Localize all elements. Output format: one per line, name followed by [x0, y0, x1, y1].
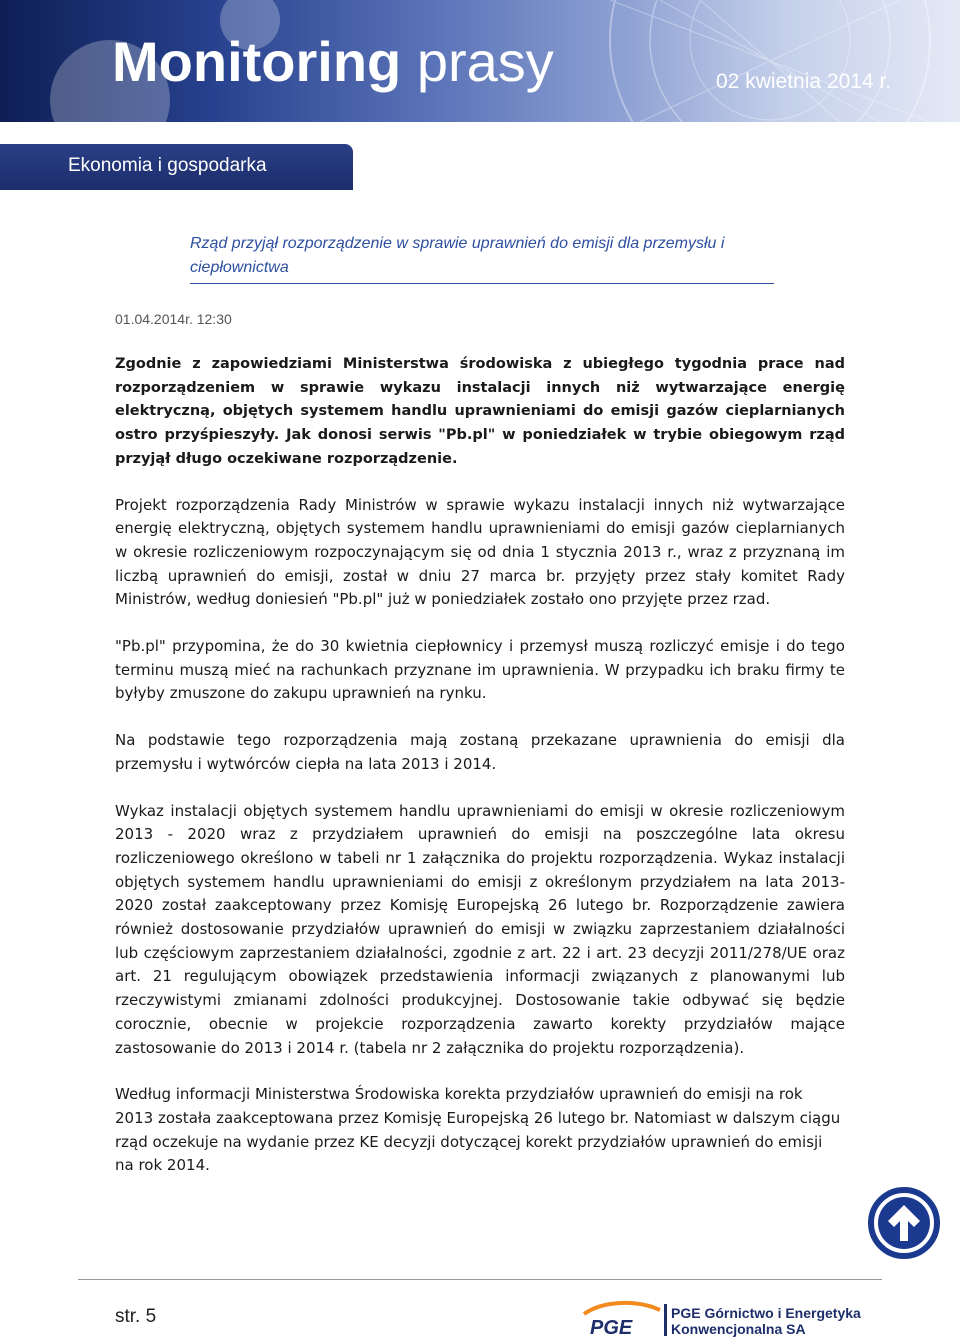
- logo-wordmark: PGE: [590, 1317, 633, 1338]
- article-paragraph: Projekt rozporządzenia Rady Ministrów w sprawie wykazu instalacji innych niż wytwarzające energię elektryczną, objętych systemem handlu uprawnieniami do emisji gazów cieplarnianych w okresie rozliczeniowym rozpoczynającym się od dnia 1 stycznia 2013 r., wraz z przyznaną im liczbą uprawnień do emisji, został w dniu 27 marca br. przyjęty przez stały komitet Rady Ministrów, według doniesień "Pb.pl" już w poniedziałek zostało ono przyjęte przez rzad.: [115, 495, 845, 609]
- page-number: str. 5: [115, 1306, 157, 1327]
- footer-divider: [78, 1279, 882, 1280]
- issue-date: 02 kwietnia 2014 r.: [716, 70, 892, 93]
- publication-title: Monitoring prasy: [112, 30, 554, 93]
- arrow-up-circle-icon: [868, 1187, 940, 1259]
- header-banner: [0, 0, 960, 122]
- company-line-1: PGE Górnictwo i Energetyka: [671, 1305, 861, 1321]
- article-paragraph: Według informacji Ministerstwa Środowiska korekta przydziałów uprawnień do emisji na rok 2013 została zaakceptowana przez Komisję Europejską 26 lutego br. Natomiast w dalszym ciągu rząd oczekuje na wydanie przez KE decyzji dotyczącej korekt przydziałów uprawnień do emisji na rok 2014.: [115, 1085, 841, 1175]
- company-name: [671, 1305, 861, 1337]
- company-line-2: Konwencjonalna SA: [671, 1321, 806, 1337]
- article-paragraph: Na podstawie tego rozporządzenia mają zostaną przekazane uprawnienia do emisji dla przemysłu i wytwórców ciepła na lata 2013 i 2014.: [115, 731, 845, 773]
- article-paragraph: Wykaz instalacji objętych systemem handlu uprawnieniami do emisji w okresie rozliczeniowym 2013 - 2020 wraz z przydziałem uprawnień do emisji na poszczególne lata okresu rozliczeniowego określono w tabeli nr 1 załącznika do projektu rozporządzenia. Wykaz instalacji objętych systemem handlu uprawnieniami do emisji z określonym przydziałem na lata 2013-2020 został zaakceptowany przez Komisję Europejską 26 lutego br. Rozporządzenie zawiera również dostosowanie przydziałów uprawnień do emisji w związku zaprzestaniem działalności lub częściowym zaprzestaniem działalności, zgodnie z art. 22 i art. 23 decyzji 2011/278/UE oraz art. 21 regulującym obowiązek przedstawienia informacji związanych z planowanymi lub rzeczywistymi zmianami zdolności produkcyjnej. Dostosowanie takie odbywać się będzie corocznie, obecnie w projekcie rozporządzenia zawarto korekty przydziałów mające zastosowanie do 2013 i 2014 r. (tabela nr 2 załącznika do projektu rozporządzenia).: [115, 801, 845, 1057]
- article-title: Rząd przyjął rozporządzenie w sprawie uprawnień do emisji dla przemysłu i ciepłownictwa: [190, 235, 725, 276]
- article-body: [115, 353, 845, 1201]
- section-label: Ekonomia i gospodarka: [68, 155, 267, 176]
- pge-logo: [580, 1300, 668, 1338]
- article-datetime: 01.04.2014r. 12:30: [115, 311, 232, 327]
- title-divider: [190, 283, 774, 284]
- back-to-top-button[interactable]: [868, 1187, 940, 1259]
- article-paragraph: "Pb.pl" przypomina, że do 30 kwietnia ciepłownicy i przemysł muszą rozliczyć emisje i do tego terminu muszą mieć na rachunkach przyznane im uprawnienia. W przypadku ich braku firmy te byłyby zmuszone do zakupu uprawnień na rynku.: [115, 637, 845, 703]
- section-tab: [0, 144, 353, 190]
- article-lead: Zgodnie z zapowiedziami Ministerstwa środowiska z ubiegłego tygodnia prace nad rozporządzeniem w sprawie wykazu instalacji innych niż wytwarzające energię elektryczną, objętych systemem handlu uprawnieniami do emisji gazów cieplarnianych ostro przyśpieszyły. Jak donosi serwis "Pb.pl" w poniedziałek w trybie obiegowym rząd przyjął długo oczekiwane rozporządzenie.: [115, 356, 845, 467]
